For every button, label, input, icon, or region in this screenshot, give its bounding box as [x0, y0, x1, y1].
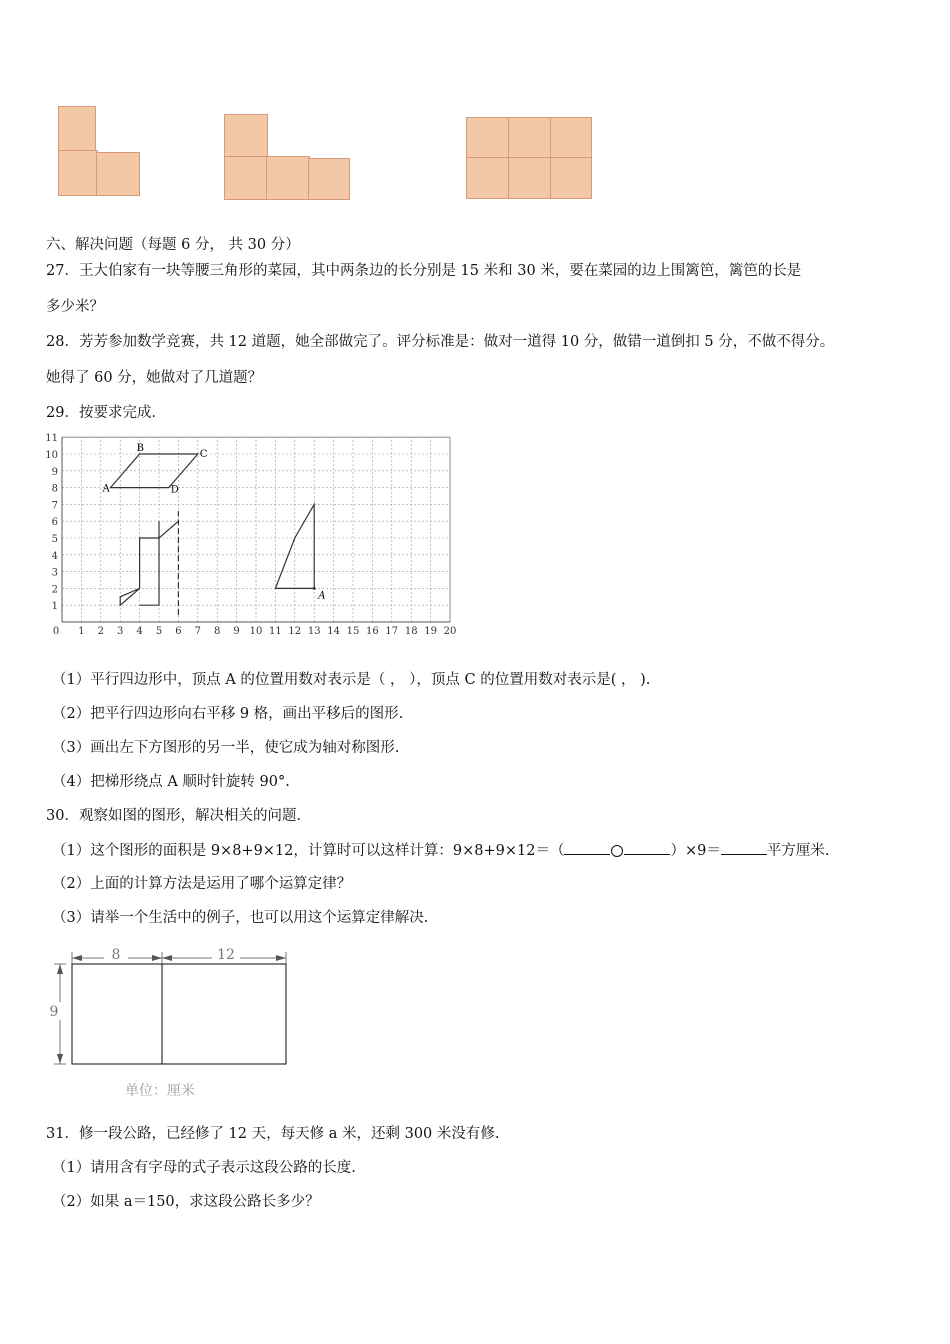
- arrow-head: [72, 955, 82, 961]
- cube-view-right: [466, 117, 596, 201]
- x-tick-label: 0: [52, 626, 60, 637]
- x-tick-label: 18: [404, 626, 418, 637]
- answer-blank[interactable]: [721, 840, 767, 855]
- x-tick-label: 9: [233, 626, 240, 637]
- x-tick-label: 13: [307, 626, 321, 637]
- label-D: D: [170, 484, 179, 496]
- width-right-label: 12: [217, 947, 235, 963]
- q30-item-2: （2）上面的计算方法是运用了哪个运算定律？: [52, 876, 352, 892]
- y-tick-label: 3: [51, 567, 58, 579]
- x-tick-label: 14: [327, 626, 340, 637]
- cube-square: [224, 156, 268, 200]
- cube-square: [308, 158, 350, 200]
- y-tick-label: 8: [51, 483, 58, 495]
- x-tick-label: 3: [117, 626, 124, 637]
- q30-rectangle-figure: [44, 940, 294, 1100]
- cube-square: [58, 106, 96, 152]
- y-tick-label: 1: [51, 601, 58, 613]
- x-tick-label: 11: [269, 626, 282, 637]
- y-tick-label: 5: [51, 534, 58, 545]
- q28-text-line1: 28．芳芳参加数学竞赛，共 12 道题，她全部做完了。评分标准是：做对一道得 10 分，做错一道倒扣 5 分，不做不得分。: [46, 334, 835, 350]
- y-tick-label: 7: [51, 500, 58, 512]
- q30-item1-mid: ）×9＝: [670, 843, 721, 859]
- q27-text-line1: 27．王大伯家有一块等腰三角形的菜园，其中两条边的长分别是 15 米和 30 米，要在菜园的边上围篱笆，篱笆的长是: [46, 263, 802, 279]
- y-tick-label: 11: [45, 433, 58, 445]
- x-tick-label: 6: [175, 626, 182, 637]
- y-tick-label: 9: [51, 466, 58, 478]
- x-tick-label: 19: [424, 626, 437, 637]
- operator-circle[interactable]: [611, 845, 623, 857]
- cube-square: [550, 117, 592, 159]
- arrow-head: [57, 1054, 63, 1064]
- cube-square: [224, 114, 268, 158]
- label-C: C: [199, 449, 208, 460]
- q29-grid-figure: [40, 432, 465, 640]
- x-tick-label: 2: [97, 626, 104, 637]
- cube-square: [508, 117, 552, 159]
- width-left-label: 8: [111, 947, 121, 963]
- y-tick-label: 6: [51, 517, 58, 529]
- cube-square: [466, 117, 510, 159]
- arrow-head: [276, 955, 286, 961]
- q29-item-2: （2）把平行四边形向右平移 9 格，画出平移后的图形.: [52, 706, 404, 722]
- q30-item1-suffix: 平方厘米.: [766, 843, 830, 859]
- arrow-head: [57, 964, 63, 974]
- answer-blank[interactable]: [564, 840, 610, 855]
- cube-square: [550, 157, 592, 199]
- height-label: 9: [49, 1004, 59, 1020]
- cube-square: [466, 157, 510, 199]
- y-tick-label: 4: [51, 550, 58, 562]
- point-A: [313, 587, 316, 590]
- q30-item-3: （3）请举一个生活中的例子，也可以用这个运算定律解决.: [52, 910, 429, 926]
- q29-title: 29．按要求完成．: [46, 405, 166, 421]
- x-tick-label: 17: [385, 626, 399, 637]
- grid-lines: [62, 437, 450, 622]
- q31-item-2: （2）如果 a＝150，求这段公路长多少？: [52, 1194, 320, 1210]
- y-tick-label: 2: [51, 584, 58, 596]
- unit-label: 单位：厘米: [125, 1083, 195, 1099]
- outer-rectangle: [72, 964, 286, 1064]
- x-tick-label: 1: [78, 626, 85, 637]
- cube-square: [266, 156, 310, 200]
- x-tick-label: 8: [214, 626, 221, 637]
- label-A-trapezoid: A: [318, 590, 326, 602]
- q27-text-line2: 多少米？: [46, 299, 104, 315]
- grid-shapes: [111, 454, 316, 615]
- x-tick-label: 16: [366, 626, 379, 637]
- x-tick-label: 20: [443, 626, 457, 637]
- section-title: 六、解决问题（每题 6 分， 共 30 分）: [46, 237, 300, 253]
- x-tick-label: 15: [346, 626, 360, 637]
- q31-item-1: （1）请用含有字母的式子表示这段公路的长度.: [52, 1160, 356, 1176]
- q29-item-1: （1）平行四边形中，顶点 A 的位置用数对表示是（ ， ），顶点 C 的位置用数对表示是( ， ).: [52, 672, 651, 688]
- y-tick-label: 10: [45, 450, 58, 461]
- x-tick-label: 4: [136, 626, 143, 637]
- answer-blank[interactable]: [624, 840, 670, 855]
- label-A: A: [102, 483, 110, 495]
- x-axis-ticks: [53, 626, 457, 637]
- x-tick-label: 10: [249, 626, 263, 637]
- cube-square: [58, 150, 98, 196]
- q31-title: 31．修一段公路，已经修了 12 天，每天修 a 米，还剩 300 米没有修.: [46, 1126, 500, 1142]
- q29-item-3: （3）画出左下方图形的另一半，使它成为轴对称图形.: [52, 740, 400, 756]
- cube-view-middle: [222, 114, 352, 202]
- cube-view-left: [56, 104, 146, 200]
- q30-title: 30．观察如图的图形，解决相关的问题．: [46, 808, 311, 824]
- arrow-head: [152, 955, 162, 961]
- q30-item1-prefix: （1）这个图形的面积是 9×8+9×12，计算时可以这样计算：9×8+9×12＝（: [52, 843, 565, 859]
- q28-text-line2: 她得了 60 分，她做对了几道题？: [46, 370, 263, 386]
- x-tick-label: 12: [288, 626, 302, 637]
- x-tick-label: 5: [155, 626, 163, 637]
- arrow-head: [162, 955, 172, 961]
- q29-item-4: （4）把梯形绕点 A 顺时针旋转 90°.: [52, 774, 290, 790]
- cube-square: [96, 152, 140, 196]
- y-axis-ticks: [45, 433, 58, 612]
- x-tick-label: 7: [194, 626, 201, 637]
- label-B: B: [136, 443, 144, 454]
- q30-item-1: [52, 840, 829, 861]
- cube-square: [508, 157, 552, 199]
